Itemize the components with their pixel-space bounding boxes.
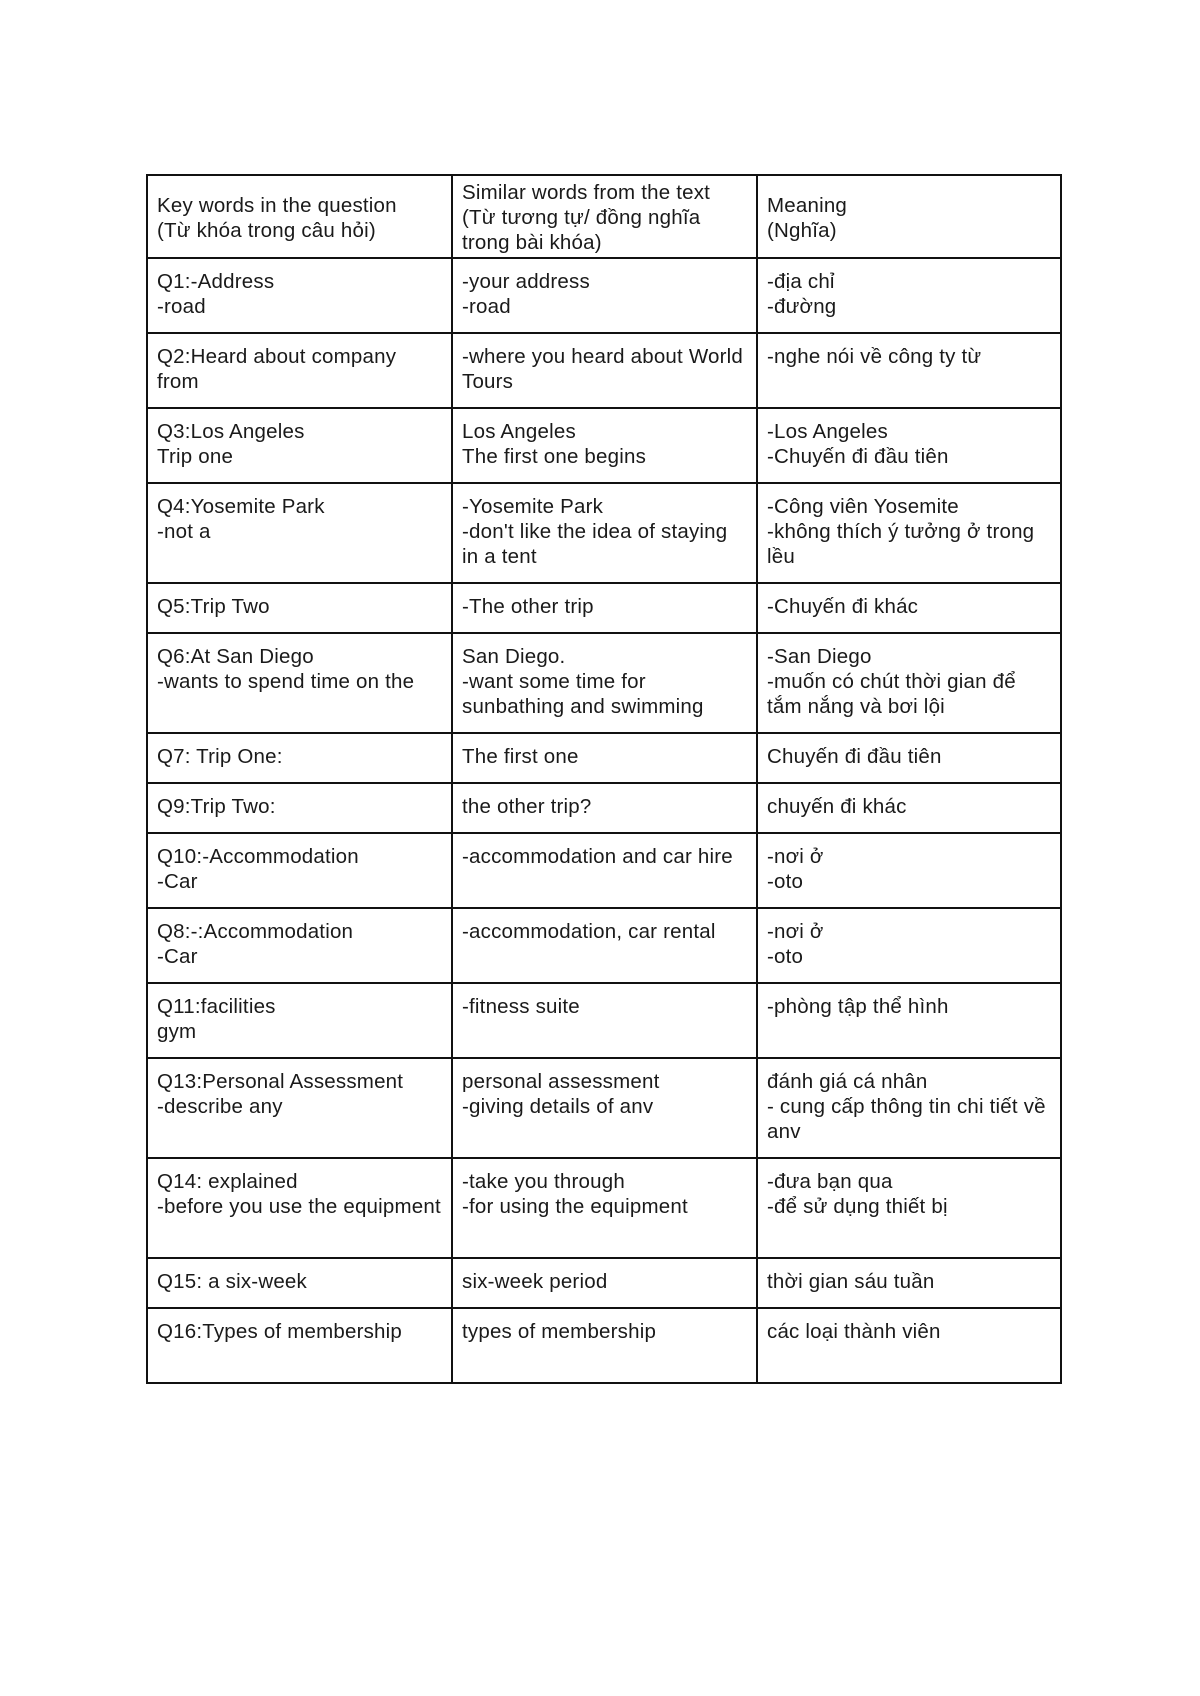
table-cell: các loại thành viên	[757, 1308, 1061, 1383]
table-cell: -đưa bạn qua -để sử dụng thiết bị	[757, 1158, 1061, 1258]
table-cell: -phòng tập thể hình	[757, 983, 1061, 1058]
table-row	[147, 983, 1061, 1058]
table-cell: thời gian sáu tuần	[757, 1258, 1061, 1308]
table-cell: Q7: Trip One:	[147, 733, 452, 783]
table-cell: Q14: explained -before you use the equipment	[147, 1158, 452, 1258]
table-cell: Q15: a six-week	[147, 1258, 452, 1308]
table-cell: -your address -road	[452, 258, 757, 333]
table-cell: -take you through -for using the equipment	[452, 1158, 757, 1258]
table-cell: The first one	[452, 733, 757, 783]
table-cell: Q3:Los Angeles Trip one	[147, 408, 452, 483]
table-header-row	[147, 175, 1061, 258]
table-cell: đánh giá cá nhân - cung cấp thông tin chi tiết về anv	[757, 1058, 1061, 1158]
table-cell: Q1:-Address -road	[147, 258, 452, 333]
table-cell: -accommodation, car rental	[452, 908, 757, 983]
table-cell: the other trip?	[452, 783, 757, 833]
table-cell: types of membership	[452, 1308, 757, 1383]
table-cell: Q4:Yosemite Park -not a	[147, 483, 452, 583]
header-cell-meaning: Meaning (Nghĩa)	[757, 175, 1061, 258]
table-cell: -where you heard about World Tours	[452, 333, 757, 408]
table-cell: Q11:facilities gym	[147, 983, 452, 1058]
table-cell: Q9:Trip Two:	[147, 783, 452, 833]
table-cell: -Chuyến đi khác	[757, 583, 1061, 633]
table-row	[147, 333, 1061, 408]
vocabulary-table	[146, 174, 1062, 1384]
table-row	[147, 1258, 1061, 1308]
table-cell: -Yosemite Park -don't like the idea of staying in a tent	[452, 483, 757, 583]
table-cell: Q2:Heard about company from	[147, 333, 452, 408]
table-cell: Chuyến đi đầu tiên	[757, 733, 1061, 783]
table-cell: -địa chỉ -đường	[757, 258, 1061, 333]
table-cell: Q10:-Accommodation -Car	[147, 833, 452, 908]
table-row	[147, 1158, 1061, 1258]
table-row	[147, 908, 1061, 983]
table-row	[147, 258, 1061, 333]
table-cell: Q8:-:Accommodation -Car	[147, 908, 452, 983]
header-cell-key-words: Key words in the question (Từ khóa trong câu hỏi)	[147, 175, 452, 258]
table-cell: -accommodation and car hire	[452, 833, 757, 908]
table-cell: Q16:Types of membership	[147, 1308, 452, 1383]
table-cell: Q13:Personal Assessment -describe any	[147, 1058, 452, 1158]
header-cell-similar-words: Similar words from the text (Từ tương tự/ đồng nghĩa trong bài khóa)	[452, 175, 757, 258]
table-row	[147, 733, 1061, 783]
table-cell: -The other trip	[452, 583, 757, 633]
table-cell: six-week period	[452, 1258, 757, 1308]
table-cell: -fitness suite	[452, 983, 757, 1058]
table-cell: San Diego. -want some time for sunbathing and swimming	[452, 633, 757, 733]
table-row	[147, 1058, 1061, 1158]
table-cell: -Công viên Yosemite -không thích ý tưởng ở trong lều	[757, 483, 1061, 583]
table-cell: chuyến đi khác	[757, 783, 1061, 833]
table-row	[147, 833, 1061, 908]
table-row	[147, 1308, 1061, 1383]
table-row	[147, 633, 1061, 733]
table-cell: -Los Angeles -Chuyến đi đầu tiên	[757, 408, 1061, 483]
table-cell: -nghe nói về công ty từ	[757, 333, 1061, 408]
table-row	[147, 408, 1061, 483]
table-cell: -nơi ở -oto	[757, 908, 1061, 983]
table-cell: Q6:At San Diego -wants to spend time on the	[147, 633, 452, 733]
table-cell: Q5:Trip Two	[147, 583, 452, 633]
table-cell: -San Diego -muốn có chút thời gian để tắm nắng và bơi lội	[757, 633, 1061, 733]
table-cell: personal assessment -giving details of anv	[452, 1058, 757, 1158]
table-cell: Los Angeles The first one begins	[452, 408, 757, 483]
table-row	[147, 583, 1061, 633]
table-row	[147, 483, 1061, 583]
table-row	[147, 783, 1061, 833]
table-cell: -nơi ở -oto	[757, 833, 1061, 908]
